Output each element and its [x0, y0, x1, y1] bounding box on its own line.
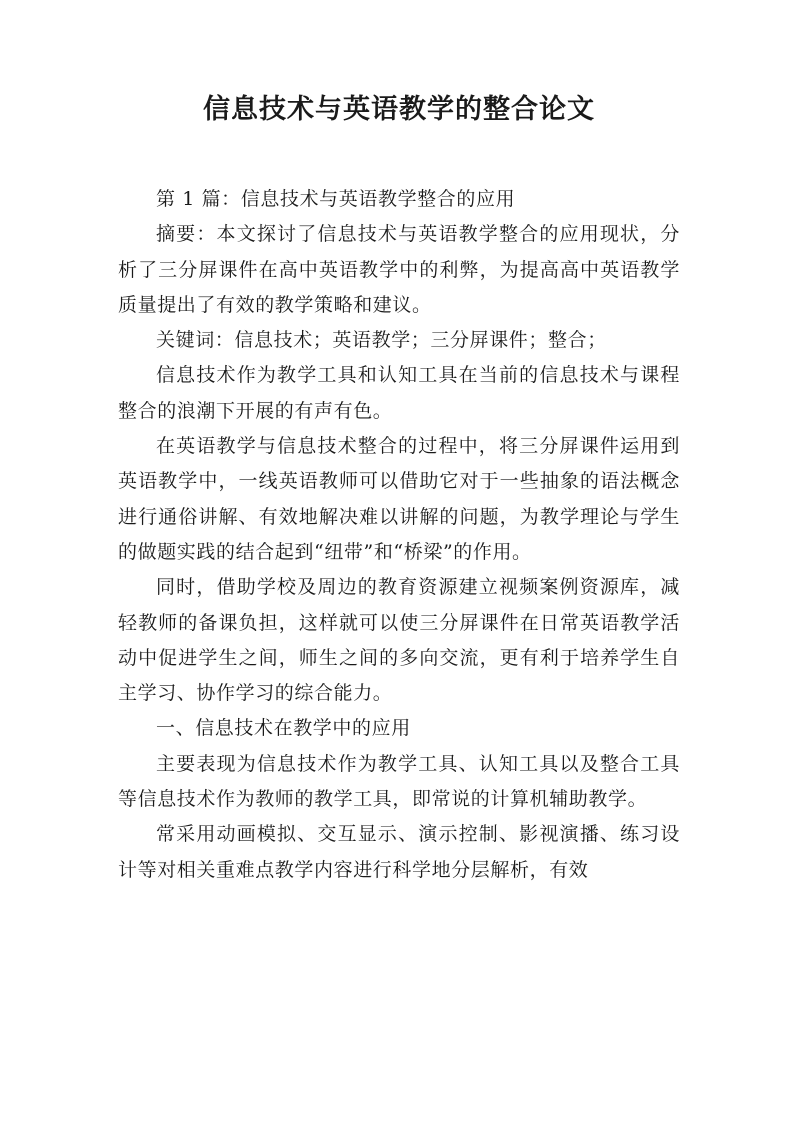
body-paragraph: 主要表现为信息技术作为教学工具、认知工具以及整合工具等信息技术作为教师的教学工具，即常说的计算机辅助教学。 — [118, 752, 680, 811]
body-paragraph: 在英语教学与信息技术整合的过程中，将三分屏课件运用到英语教学中，一线英语教师可以借助它对于一些抽象的语法概念进行通俗讲解、有效地解决难以讲解的问题，为教学理论与学生的做题实践的结合起到“纽带”和“桥梁”的作用。 — [118, 435, 680, 563]
keywords-paragraph: 关键词：信息技术；英语教学；三分屏课件；整合； — [156, 329, 607, 352]
abstract-paragraph: 摘要：本文探讨了信息技术与英语教学整合的应用现状，分析了三分屏课件在高中英语教学中的利弊，为提高高中英语教学质量提出了有效的教学策略和建议。 — [118, 223, 680, 316]
body-paragraph: 信息技术作为教学工具和认知工具在当前的信息技术与课程整合的浪潮下开展的有声有色。 — [118, 364, 680, 422]
document-title: 信息技术与英语教学的整合论文 — [203, 94, 595, 125]
body-paragraph: 同时，借助学校及周边的教育资源建立视频案例资源库，减轻教师的备课负担，这样就可以使三分屏课件在日常英语教学活动中促进学生之间，师生之间的多向交流，更有利于培养学生自主学习、协作学习的综合能力。 — [118, 576, 680, 705]
subsection-heading: 一、信息技术在教学中的应用 — [156, 717, 411, 740]
section-heading: 第 1 篇：信息技术与英语教学整合的应用 — [156, 188, 516, 210]
body-paragraph: 常采用动画模拟、交互显示、演示控制、影视演播、练习设计等对相关重难点教学内容进行科学地分层解析，有效 — [118, 823, 680, 881]
